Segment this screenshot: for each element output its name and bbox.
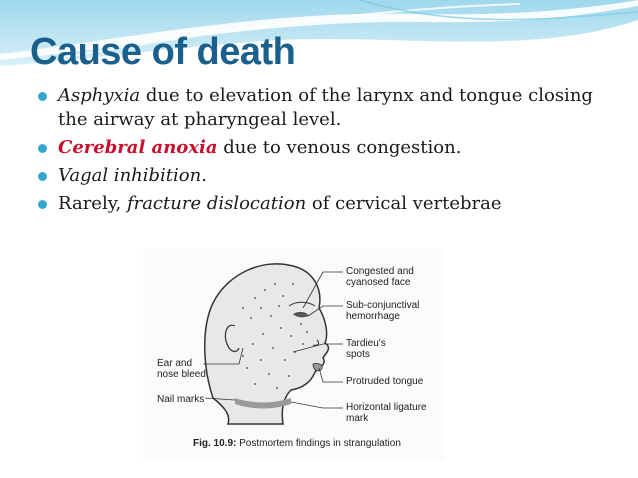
bullet-item-fracture (38, 192, 628, 216)
bullet-lead: Vagal inhibition (58, 165, 202, 186)
slide-title: Cause of death (30, 31, 296, 73)
label-nail-marks: Nail marks (157, 394, 205, 405)
strangulation-figure (143, 248, 445, 460)
bullet-lead: Asphyxia (58, 85, 141, 106)
bullet-pre: Rarely, (58, 193, 127, 214)
bullet-text: due to elevation of the larynx and tongue closing the airway at pharyngeal level. (58, 85, 593, 130)
bullet-item-cerebral-anoxia (38, 136, 628, 160)
label-congested: Congested and cyanosed face (346, 266, 414, 288)
label-tardieu: Tardieu's spots (346, 338, 386, 360)
caption-text: Postmortem findings in strangulation (236, 438, 401, 449)
bullet-icon (38, 200, 47, 209)
bullet-text: . (201, 165, 207, 186)
bullet-text: due to venous congestion. (217, 137, 462, 158)
bullet-icon (38, 144, 47, 153)
bullet-text: of cervical vertebrae (306, 193, 502, 214)
bullet-lead: fracture dislocation (126, 193, 307, 214)
head-outline (205, 264, 329, 424)
bullet-icon (38, 92, 47, 101)
label-ear-nose: Ear and nose bleed (157, 358, 206, 380)
bullet-item-vagal-inhibition (38, 164, 628, 188)
bullet-icon (38, 172, 47, 181)
label-subconjunctival: Sub-conjunctival hemorrhage (346, 300, 420, 322)
caption-number: Fig. 10.9: (193, 438, 237, 449)
bullet-item-asphyxia (38, 84, 628, 132)
bullet-lead: Cerebral anoxia (58, 137, 218, 158)
figure-caption (193, 438, 401, 449)
bullet-list (38, 84, 628, 220)
label-tongue: Protruded tongue (346, 376, 424, 387)
label-ligature: Horizontal ligature mark (346, 402, 427, 424)
